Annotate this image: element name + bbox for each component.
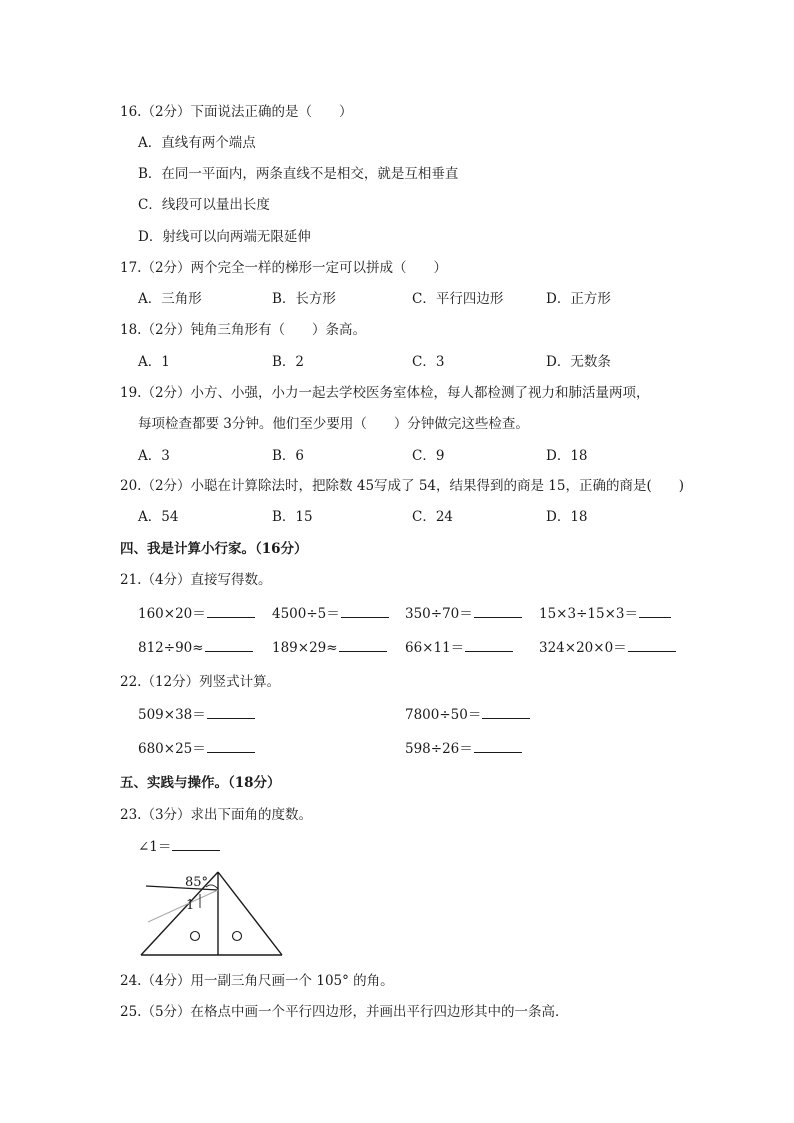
question-18-option-c: C．3: [412, 354, 445, 370]
answer-blank: [207, 740, 255, 753]
question-19-option-b: B．6: [272, 448, 305, 464]
calc-item: 15×3÷15×3＝: [539, 605, 671, 623]
question-21-stem: 21.（4分）直接写得数。: [120, 572, 272, 588]
question-16-option-c: C．线段可以量出长度: [138, 197, 270, 213]
triangle-ruler-figure: [130, 862, 290, 962]
question-19-stem-line1: 19.（2分）小方、小强，小力一起去学校医务室体检，每人都检测了视力和肺活量两项，: [120, 385, 650, 401]
section-5-heading: 五、实践与操作。（18分）: [120, 775, 281, 791]
question-19-stem-line2: 每项检查都要 3分钟。他们至少要用（ ）分钟做完这些检查。: [138, 416, 529, 432]
question-20-stem: 20.（2分）小聪在计算除法时，把除数 45写成了 54，结果得到的商是 15，正确的商是( ): [120, 478, 684, 494]
question-23-stem: 23.（3分）求出下面角的度数。: [120, 807, 313, 823]
vertical-calc-item: 7800÷50＝: [405, 706, 530, 724]
answer-blank: [172, 838, 220, 851]
question-20-option-b: B．15: [272, 509, 313, 525]
calc-item: 189×29≈: [272, 639, 387, 657]
question-19-option-c: C．9: [412, 448, 445, 464]
question-17-option-c: C．平行四边形: [412, 291, 504, 307]
calc-item: 812÷90≈: [138, 639, 253, 657]
answer-blank: [205, 639, 253, 652]
question-16-option-b: B．在同一平面内，两条直线不是相交，就是互相垂直: [138, 166, 459, 182]
question-18-option-a: A．1: [138, 354, 170, 370]
question-17-option-d: D．正方形: [546, 291, 611, 307]
question-16-stem: 16.（2分）下面说法正确的是（ ）: [120, 104, 353, 120]
angle-answer: ∠1＝: [138, 838, 220, 856]
calc-item: 324×20×0＝: [539, 639, 676, 657]
vertical-calc-item: 598÷26＝: [405, 740, 522, 758]
answer-blank: [207, 605, 255, 618]
answer-blank: [482, 706, 530, 719]
question-18-option-d: D．无数条: [546, 354, 611, 370]
question-20-option-d: D．18: [546, 509, 588, 525]
question-19-option-d: D．18: [546, 448, 588, 464]
calc-item: 160×20＝: [138, 605, 255, 623]
angle-85-label: 85°: [185, 875, 209, 890]
angle-1-label: 1: [186, 898, 195, 913]
question-19-option-a: A．3: [138, 448, 170, 464]
question-17-option-a: A．三角形: [138, 291, 202, 307]
calc-item: 4500÷5＝: [272, 605, 389, 623]
calc-item: 350÷70＝: [405, 605, 522, 623]
question-17-option-b: B．长方形: [272, 291, 336, 307]
vertical-calc-item: 680×25＝: [138, 740, 255, 758]
answer-blank: [474, 740, 522, 753]
question-25-stem: 25.（5分）在格点中画一个平行四边形，并画出平行四边形其中的一条高．: [120, 1004, 569, 1020]
question-16-option-a: A．直线有两个端点: [138, 135, 256, 151]
vertical-calc-item: 509×38＝: [138, 706, 255, 724]
answer-blank: [639, 605, 671, 618]
answer-blank: [207, 706, 255, 719]
answer-blank: [628, 639, 676, 652]
question-17-stem: 17.（2分）两个完全一样的梯形一定可以拼成（ ）: [120, 260, 448, 276]
question-24-stem: 24.（4分）用一副三角尺画一个 105° 的角。: [120, 973, 394, 989]
question-20-option-a: A．54: [138, 509, 179, 525]
question-22-stem: 22.（12分）列竖式计算。: [120, 674, 281, 690]
answer-blank: [339, 639, 387, 652]
question-18-option-b: B．2: [272, 354, 305, 370]
question-20-option-c: C．24: [412, 509, 454, 525]
section-4-heading: 四、我是计算小行家。（16分）: [120, 541, 308, 557]
answer-blank: [474, 605, 522, 618]
answer-blank: [465, 639, 513, 652]
answer-blank: [341, 605, 389, 618]
question-16-option-d: D．射线可以向两端无限延伸: [138, 229, 311, 245]
question-18-stem: 18.（2分）钝角三角形有（ ）条高。: [120, 322, 367, 338]
calc-item: 66×11＝: [405, 639, 513, 657]
